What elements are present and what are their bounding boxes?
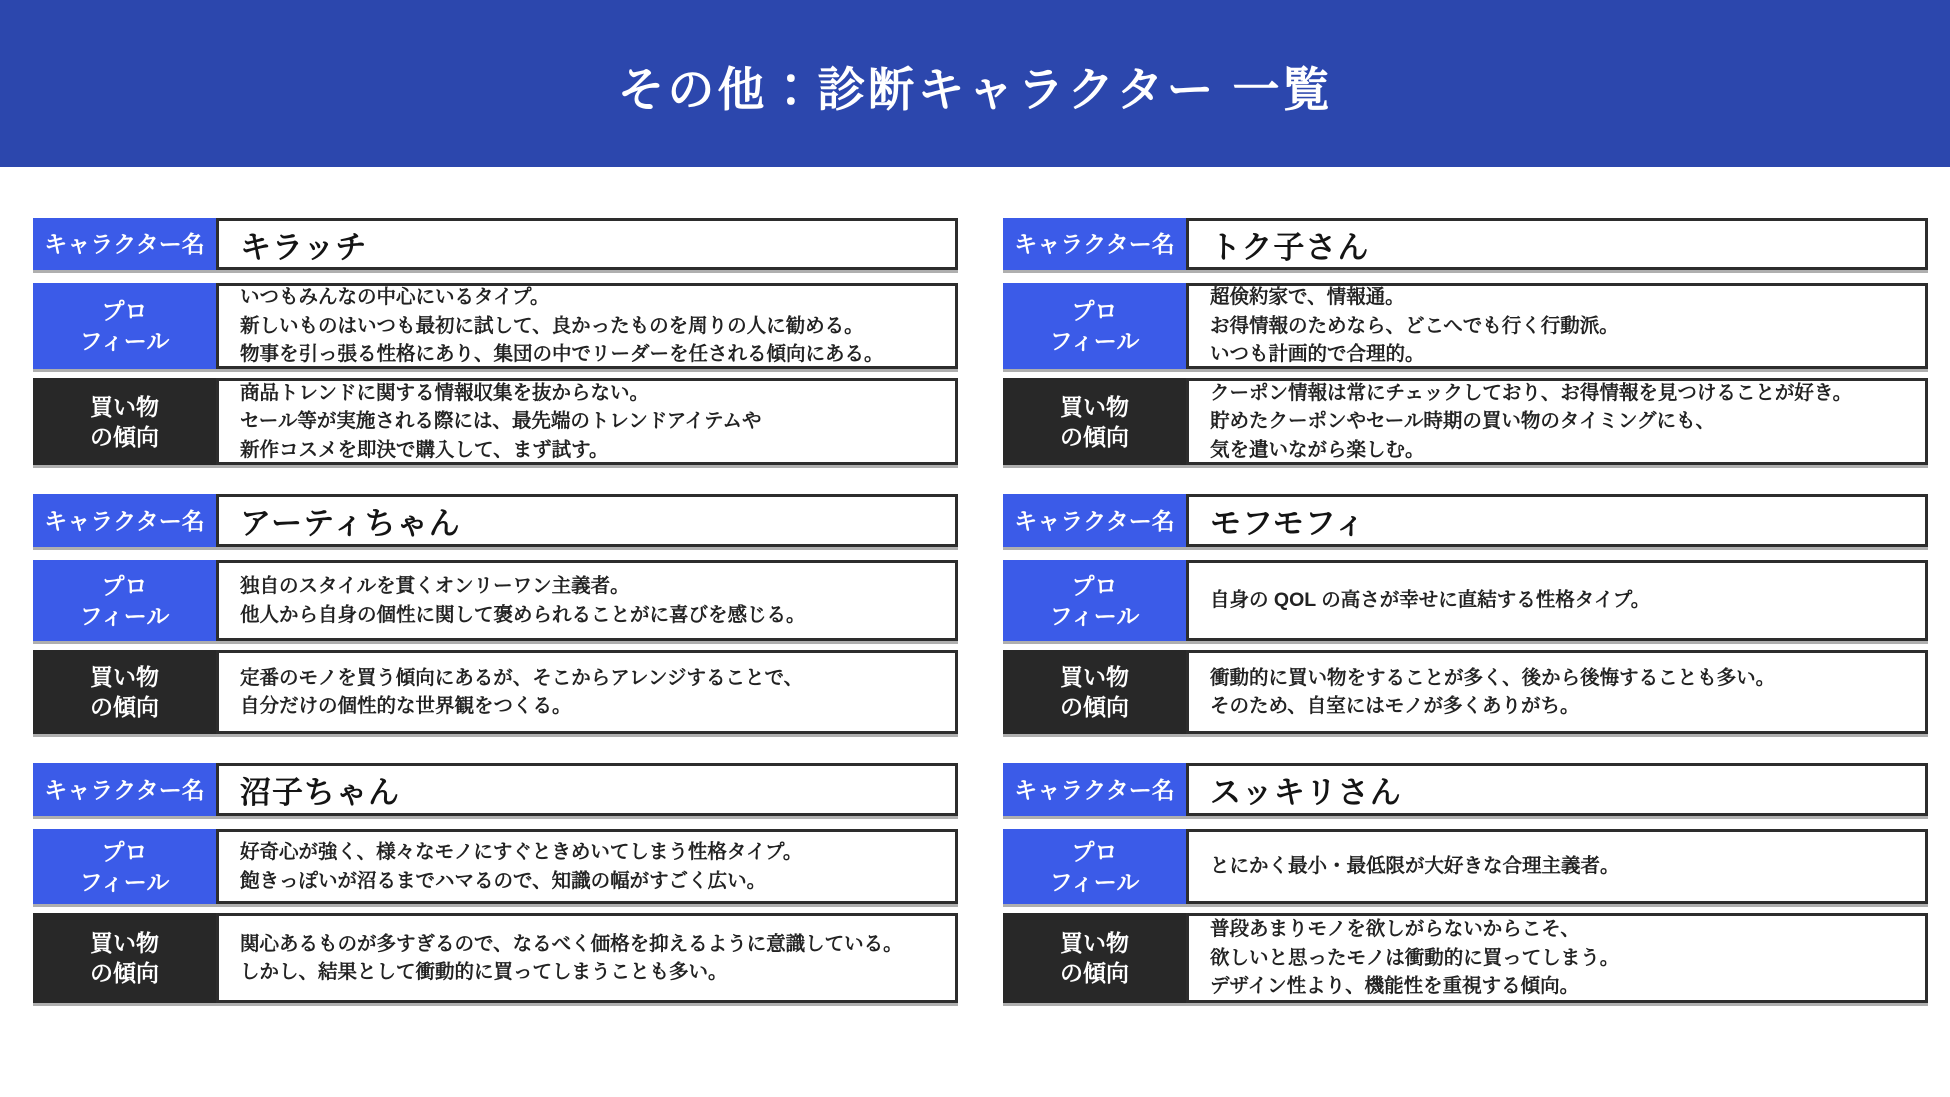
profile-label-line1: プロ — [1071, 298, 1118, 324]
profile-label-line1: プロ — [101, 572, 148, 599]
shopping-line: クーポン情報は常にチェックしており、お得情報を見つけることが好き。 — [1210, 381, 1853, 404]
shopping-line: 定番のモノを買う傾向にあるが、そこからアレンジすることで、 — [240, 666, 804, 689]
name-box — [216, 763, 958, 816]
name-label-text: キャラクター名 — [44, 507, 205, 534]
shopping-line: デザイン性より、機能性を重視する傾向。 — [1210, 975, 1580, 998]
name-label — [33, 494, 216, 547]
shopping-label-line1: 買い物 — [1060, 393, 1129, 420]
profile-label — [1003, 283, 1186, 369]
character-name: 沼子ちゃん — [240, 775, 400, 810]
name-label-text: キャラクター名 — [44, 776, 205, 803]
name-box — [216, 218, 958, 270]
shopping-line: 自分だけの個性的な世界観をつくる。 — [240, 695, 572, 717]
shopping-line: そのため、自室にはモノが多くありがち。 — [1210, 695, 1580, 717]
name-label-text: キャラクター名 — [1014, 231, 1175, 257]
shopping-label-line1: 買い物 — [90, 930, 159, 956]
shopping-box — [216, 378, 958, 465]
shopping-line: 関心あるものが多すぎるので、なるべく価格を抑えるように意識している。 — [240, 932, 903, 955]
shopping-label-line2: の傾向 — [90, 694, 159, 720]
profile-line: いつも計画的で合理的。 — [1210, 343, 1425, 366]
name-box — [216, 494, 958, 547]
profile-label-line2: フィール — [1049, 868, 1140, 895]
profile-line: 他人から自身の個性に関して褒められることがに喜びを感じる。 — [240, 603, 806, 626]
profile-line: 独自のスタイルを貫くオンリーワン主義者。 — [240, 575, 630, 597]
shopping-row — [1003, 913, 1928, 1003]
character-grid — [0, 167, 1928, 1003]
profile-label-line2: フィール — [1049, 602, 1140, 629]
name-label — [1003, 218, 1186, 270]
header-banner — [0, 0, 1950, 167]
shopping-line: 新作コスメを即決で購入して、まず試す。 — [240, 438, 609, 461]
profile-box — [1186, 829, 1928, 904]
name-row — [33, 494, 958, 547]
shopping-row — [1003, 650, 1928, 734]
character-name: キラッチ — [240, 229, 368, 265]
character-card — [1003, 494, 1928, 734]
name-row — [1003, 218, 1928, 270]
profile-label-line2: フィール — [79, 328, 170, 354]
profile-label-line1: プロ — [101, 298, 148, 324]
name-label — [1003, 763, 1186, 816]
profile-label — [33, 829, 216, 904]
profile-line: 飽きっぽいが沼るまでハマるので、知識の幅がすごく広い。 — [240, 869, 767, 892]
shopping-row — [33, 650, 958, 734]
shopping-label-line2: の傾向 — [1060, 694, 1129, 720]
profile-box — [1186, 560, 1928, 641]
shopping-line: 衝動的に買い物をすることが多く、後から後悔することも多い。 — [1210, 666, 1776, 689]
shopping-label-line1: 買い物 — [1060, 930, 1129, 956]
profile-label-line2: フィール — [79, 868, 170, 895]
profile-box — [216, 283, 958, 369]
profile-label-line2: フィール — [79, 602, 170, 629]
profile-label — [1003, 560, 1186, 641]
shopping-label-line1: 買い物 — [90, 664, 159, 690]
name-row — [33, 218, 958, 270]
profile-label-line1: プロ — [101, 838, 148, 865]
profile-line: 物事を引っ張る性格にあり、集団の中でリーダーを任される傾向にある。 — [240, 343, 884, 366]
character-card — [1003, 763, 1928, 1003]
name-box — [1186, 218, 1928, 270]
profile-label-line1: プロ — [1071, 572, 1118, 599]
shopping-label — [1003, 378, 1186, 465]
character-card — [1003, 218, 1928, 465]
profile-box — [216, 829, 958, 904]
shopping-label-line2: の傾向 — [1060, 423, 1129, 450]
shopping-label — [1003, 913, 1186, 1003]
profile-line: お得情報のためなら、どこへでも行く行動派。 — [1210, 314, 1619, 337]
name-row — [1003, 763, 1928, 816]
character-card — [33, 494, 958, 734]
shopping-label — [33, 650, 216, 734]
character-name: アーティちゃん — [240, 506, 461, 541]
character-card — [33, 218, 958, 465]
shopping-label-line1: 買い物 — [90, 393, 159, 420]
shopping-line: 欲しいと思ったモノは衝動的に買ってしまう。 — [1210, 946, 1620, 969]
profile-line: 好奇心が強く、様々なモノにすぐときめいてしまう性格タイプ。 — [240, 841, 803, 863]
shopping-box — [216, 913, 958, 1003]
profile-label — [33, 560, 216, 641]
shopping-line: 貯めたクーポンやセール時期の買い物のタイミングにも、 — [1210, 410, 1716, 433]
profile-row — [1003, 829, 1928, 904]
page-title: その他：診断キャラクター 一覧 — [617, 63, 1333, 116]
shopping-label-line2: の傾向 — [90, 423, 159, 450]
shopping-label — [1003, 650, 1186, 734]
profile-line: 自身の QOL の高さが幸せに直結する性格タイプ。 — [1210, 589, 1651, 612]
name-box — [1186, 763, 1928, 816]
shopping-row — [1003, 378, 1928, 465]
profile-row — [33, 829, 958, 904]
profile-line: 超倹約家で、情報通。 — [1210, 286, 1405, 309]
profile-line: いつもみんなの中心にいるタイプ。 — [240, 286, 550, 309]
name-label — [33, 218, 216, 270]
shopping-label-line2: の傾向 — [90, 960, 159, 986]
shopping-box — [1186, 650, 1928, 734]
profile-row — [33, 283, 958, 369]
shopping-label — [33, 378, 216, 465]
shopping-label — [33, 913, 216, 1003]
profile-row — [33, 560, 958, 641]
character-name: スッキリさん — [1210, 775, 1402, 810]
shopping-line: 商品トレンドに関する情報収集を抜からない。 — [240, 381, 650, 404]
character-name: トク子さん — [1210, 229, 1370, 265]
shopping-label-line2: の傾向 — [1060, 960, 1129, 986]
shopping-line: しかし、結果として衝動的に買ってしまうことも多い。 — [240, 961, 728, 983]
profile-box — [1186, 283, 1928, 369]
profile-line: 新しいものはいつも最初に試して、良かったものを周りの人に勧める。 — [240, 314, 864, 337]
profile-row — [1003, 283, 1928, 369]
name-row — [33, 763, 958, 816]
shopping-row — [33, 913, 958, 1003]
shopping-row — [33, 378, 958, 465]
shopping-box — [216, 650, 958, 734]
character-card — [33, 763, 958, 1003]
name-box — [1186, 494, 1928, 547]
shopping-line: セール等が実施される際には、最先端のトレンドアイテムや — [240, 410, 762, 433]
shopping-line: 気を遣いながら楽しむ。 — [1210, 438, 1425, 461]
profile-label — [33, 283, 216, 369]
name-label — [33, 763, 216, 816]
character-name: モフモフィ — [1210, 506, 1367, 541]
profile-box — [216, 560, 958, 641]
profile-line: とにかく最小・最低限が大好きな合理主義者。 — [1210, 855, 1620, 878]
profile-label-line2: フィール — [1049, 328, 1140, 354]
profile-label-line1: プロ — [1071, 838, 1118, 865]
shopping-box — [1186, 913, 1928, 1003]
name-label-text: キャラクター名 — [1014, 507, 1175, 534]
profile-row — [1003, 560, 1928, 641]
profile-label — [1003, 829, 1186, 904]
name-row — [1003, 494, 1928, 547]
name-label — [1003, 494, 1186, 547]
shopping-box — [1186, 378, 1928, 465]
shopping-line: 普段あまりモノを欲しがらないからこそ、 — [1210, 918, 1580, 941]
name-label-text: キャラクター名 — [1014, 776, 1175, 803]
name-label-text: キャラクター名 — [44, 231, 205, 257]
shopping-label-line1: 買い物 — [1060, 664, 1129, 690]
